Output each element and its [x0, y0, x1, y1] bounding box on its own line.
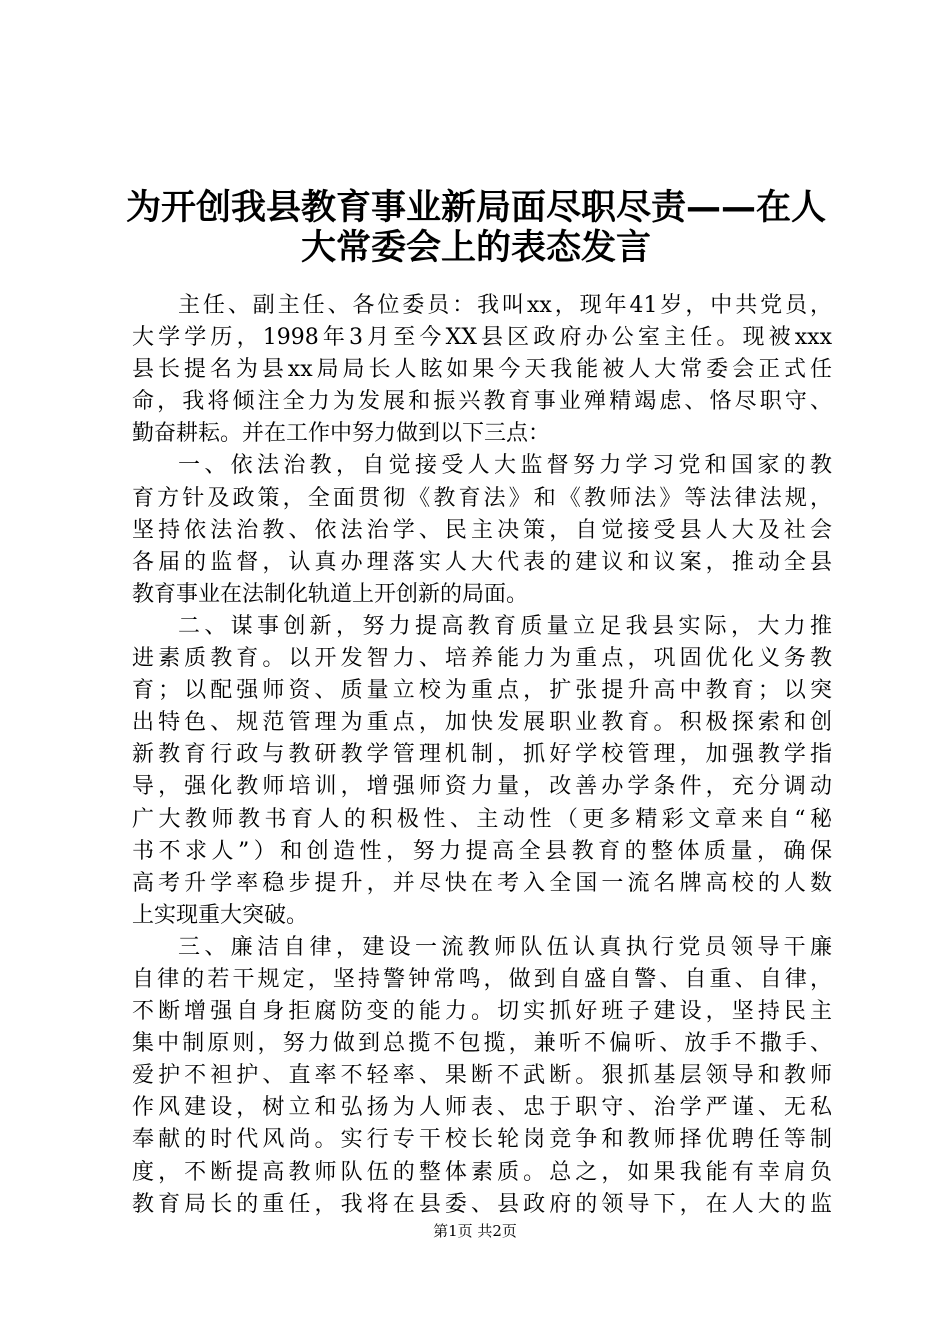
- body-line: 进素质教育。以开发智力、培养能力为重点，巩固优化义务教: [132, 646, 832, 672]
- body-line: 作风建设，树立和弘扬为人师表、忠于职守、治学严谨、无私: [132, 1095, 832, 1121]
- body-line: 坚持依法治教、依法治学、民主决策，自觉接受县人大及社会: [132, 517, 832, 543]
- body-line: 各届的监督，认真办理落实人大代表的建议和议案，推动全县: [132, 549, 832, 575]
- body-line: 高考升学率稳步提升，并尽快在考入全国一流名牌高校的人数: [132, 870, 832, 896]
- body-line: 主任、副主任、各位委员：我叫xx，现年41岁，中共党员，: [178, 293, 832, 318]
- body-line: 一、依法治教，自觉接受人大监督努力学习党和国家的教: [178, 453, 832, 479]
- document-title-line-1: 为开创我县教育事业新局面尽职尽责——在人: [125, 188, 826, 228]
- body-line: 教育事业在法制化轨道上开创新的局面。: [132, 581, 529, 607]
- body-line: 出特色、规范管理为重点，加快发展职业教育。积极探索和创: [132, 710, 832, 736]
- body-line: 育方针及政策，全面贯彻《教育法》和《教师法》等法律法规，: [132, 485, 832, 511]
- document-body: [132, 290, 832, 1221]
- body-line: 新教育行政与教研教学管理机制，抓好学校管理，加强教学指: [132, 742, 832, 768]
- body-line: 三、廉洁自律，建设一流教师队伍认真执行党员领导干廉: [178, 934, 832, 960]
- body-line: 勤奋耕耘。并在工作中努力做到以下三点：: [132, 421, 551, 447]
- body-line: 度，不断提高教师队伍的整体素质。总之，如果我能有幸肩负: [132, 1159, 832, 1185]
- body-line: 大学学历，1998年3月至今XX县区政府办公室主任。现被xxx: [132, 325, 832, 351]
- body-line: 奉献的时代风尚。实行专干校长轮岗竞争和教师择优聘任等制: [132, 1127, 832, 1153]
- document-title-line-2: 大常委会上的表态发言: [300, 228, 651, 268]
- body-line: 自律的若干规定，坚持警钟常鸣，做到自盛自警、自重、自律，: [132, 966, 832, 992]
- body-line: 不断增强自身拒腐防变的能力。切实抓好班子建设，坚持民主: [132, 999, 832, 1025]
- body-line: 二、谋事创新，努力提高教育质量立足我县实际，大力推: [178, 613, 832, 639]
- body-line: 县长提名为县xx局局长人眩如果今天我能被人大常委会正式任: [132, 357, 832, 383]
- body-line: 上实现重大突破。: [132, 902, 309, 928]
- body-line: 集中制原则，努力做到总揽不包揽，兼听不偏听、放手不撒手、: [132, 1031, 832, 1057]
- body-line: 导，强化教师培训，增强师资力量，改善办学条件，充分调动: [132, 774, 832, 800]
- body-line: 育；以配强师资、质量立校为重点，扩张提升高中教育；以突: [132, 678, 832, 704]
- body-line: 书不求人”）和创造性，努力提高全县教育的整体质量，确保: [132, 838, 832, 864]
- body-line: 爱护不袒护、直率不轻率、果断不武断。狠抓基层领导和教师: [132, 1063, 832, 1089]
- body-line: 教育局长的重任，我将在县委、县政府的领导下，在人大的监: [132, 1191, 832, 1217]
- body-line: 广大教师教书育人的积极性、主动性（更多精彩文章来自“秘: [132, 806, 832, 832]
- body-line: 命，我将倾注全力为发展和振兴教育事业殚精竭虑、恪尽职守、: [132, 389, 832, 415]
- page-footer: 第1页 共2页: [433, 1222, 517, 1240]
